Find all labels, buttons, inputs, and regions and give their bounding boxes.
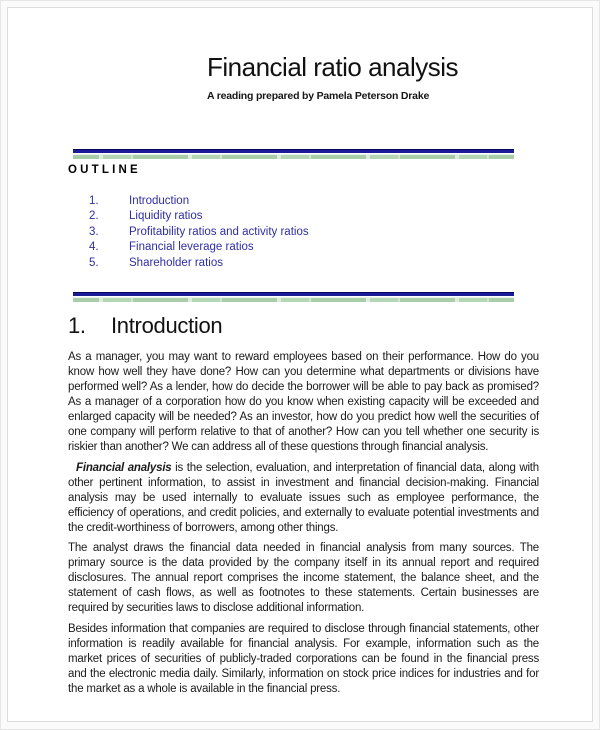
- paragraph-2-text: is the selection, evaluation, and interpretation of financial data, along with other pertinent information, to assist in investment and financial decision-making. Financial analysis may be used internally to evaluate issues such as employee performance, the efficiency of operations, and credit policies, and externally to evaluate potential investments and the credit-worthiness of borrowers, among other things.: [68, 461, 539, 534]
- divider-top: [73, 149, 514, 159]
- section-title: Introduction: [111, 313, 223, 338]
- outline-link-liquidity-ratios[interactable]: Liquidity ratios: [129, 210, 203, 223]
- outline-list: [89, 194, 309, 271]
- outline-link-financial-leverage-ratios[interactable]: Financial leverage ratios: [129, 241, 254, 254]
- divider-green-bar: [73, 297, 514, 302]
- outline-item-number: 4.: [89, 241, 99, 254]
- document-page: [7, 7, 593, 722]
- outline-item-financial-leverage-ratios[interactable]: [89, 240, 309, 255]
- outline-item-number: 5.: [89, 256, 99, 269]
- divider-green-bar: [73, 154, 514, 159]
- outline-item-liquidity-ratios[interactable]: [89, 209, 309, 224]
- outline-item-number: 3.: [89, 225, 99, 238]
- outline-item-introduction[interactable]: [89, 194, 309, 209]
- paragraph-1: As a manager, you may want to reward employees based on their performance. How do you know how well they have done? How can you determine what departments or divisions have performed well? As a lender, how do decide the borrower will be able to pay back as promised? As a manager of a corporation how do you know when existing capacity will be exceeded and enlarged capacity will be needed? As an investor, how do you predict how well the securities of one company will perform relative to that of another? How can you tell whether one security is riskier than another? We can address all of these questions through financial analysis.: [68, 351, 539, 453]
- outline-link-shareholder-ratios[interactable]: Shareholder ratios: [129, 256, 223, 269]
- outline-item-number: 1.: [89, 195, 99, 207]
- outline-item-shareholder-ratios[interactable]: [89, 256, 309, 271]
- outline-link-profitability-ratios[interactable]: Profitability ratios and activity ratios: [129, 225, 309, 238]
- section-number: 1.: [68, 313, 86, 338]
- paragraph-3: The analyst draws the financial data needed in financial analysis from many sources. The primary source is the data provided by the company itself in its annual report and required disclosures. The annual report comprises the income statement, the balance sheet, and the statement of cash flows, as well as footnotes to these statements. Certain businesses are required by securities laws to disclose additional information.: [68, 542, 539, 614]
- divider-navy-bar: [73, 149, 514, 153]
- paragraph-4: Besides information that companies are required to disclose through financial statements, other information is readily available for financial analysis. For example, information such as the market prices of securities of publicly-traded corporations can be found in the financial press and the electronic media daily. Similarly, information on stock price indices for industries and for the market as a whole is available in the financial press.: [68, 622, 539, 695]
- document-title: Financial ratio analysis: [207, 52, 459, 82]
- document-subtitle: A reading prepared by Pamela Peterson Drake: [207, 89, 430, 102]
- bold-lead-term: Financial analysis: [76, 461, 172, 474]
- divider-navy-bar: [73, 292, 514, 296]
- title-block: [207, 53, 458, 102]
- paragraph-2: [68, 461, 539, 536]
- divider-middle: [73, 292, 514, 302]
- outline-link-introduction[interactable]: Introduction: [129, 195, 190, 207]
- section-body: [68, 350, 539, 702]
- outline-item-number: 2.: [89, 210, 99, 223]
- outline-item-profitability-ratios[interactable]: [89, 225, 309, 240]
- section-heading: [68, 313, 222, 339]
- outline-heading: OUTLINE: [68, 164, 141, 176]
